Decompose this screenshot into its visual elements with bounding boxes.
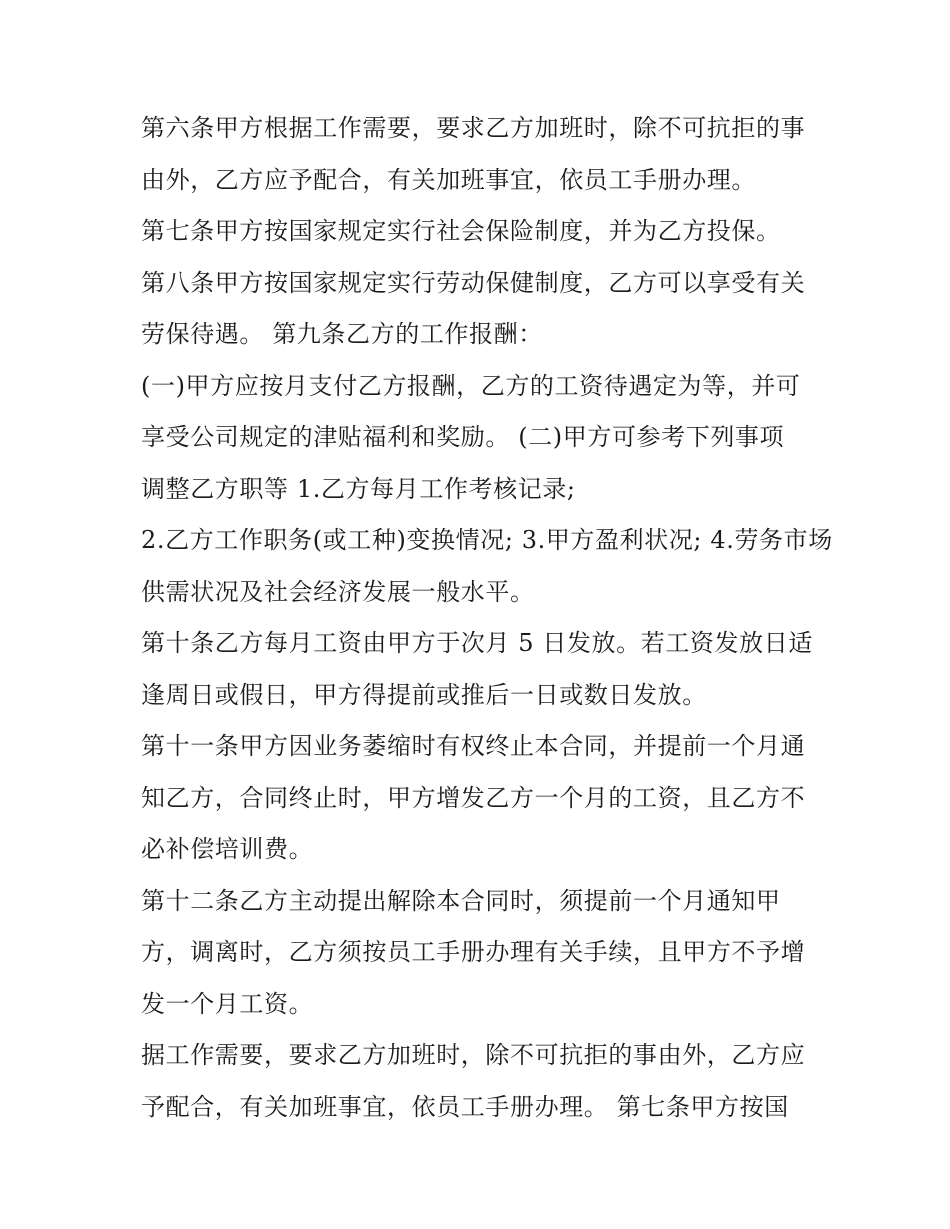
- text-line: 第八条甲方按国家规定实行劳动保健制度，乙方可以享受有关: [141, 268, 806, 297]
- text-line: 发一个月工资。: [141, 989, 314, 1018]
- text-line: 逢周日或假日，甲方得提前或推后一日或数日发放。: [141, 680, 707, 709]
- text-line: 供需状况及社会经济发展一般水平。: [141, 577, 535, 606]
- text-line: 第六条甲方根据工作需要，要求乙方加班时，除不可抗拒的事: [141, 114, 806, 142]
- text-line: 方，调离时，乙方须按员工手册办理有关手续，且甲方不予增: [141, 938, 806, 966]
- document-body: [141, 103, 831, 1133]
- text-line: (一)甲方应按月支付乙方报酬，乙方的工资待遇定为等，并可: [141, 371, 801, 400]
- text-line: 知乙方，合同终止时，甲方增发乙方一个月的工资，且乙方不: [141, 783, 806, 812]
- text-line: 予配合，有关加班事宜，依员工手册办理。 第七条甲方按国: [141, 1092, 789, 1121]
- text-line: 调整乙方职等 1.乙方每月工作考核记录;: [141, 474, 576, 503]
- text-line: 第十条乙方每月工资由甲方于次月 5 日发放。若工资发放日适: [141, 629, 813, 657]
- text-line: 由外，乙方应予配合，有关加班事宜，依员工手册办理。: [141, 165, 756, 194]
- text-line: 第十一条甲方因业务萎缩时有权终止本合同，并提前一个月通: [141, 732, 806, 760]
- text-line: 享受公司规定的津贴福利和奖励。 (二)甲方可参考下列事项: [141, 423, 785, 451]
- text-line: 劳保待遇。 第九条乙方的工作报酬：: [141, 320, 543, 348]
- text-line: 2.乙方工作职务(或工种)变换情况; 3.甲方盈利状况; 4.劳务市场: [141, 526, 833, 554]
- text-line: 必补偿培训费。: [141, 835, 314, 863]
- text-line: 第七条甲方按国家规定实行社会保险制度，并为乙方投保。: [141, 217, 781, 245]
- text-line: 第十二条乙方主动提出解除本合同时，须提前一个月通知甲: [141, 886, 781, 915]
- text-line: 据工作需要，要求乙方加班时，除不可抗拒的事由外，乙方应: [141, 1041, 806, 1069]
